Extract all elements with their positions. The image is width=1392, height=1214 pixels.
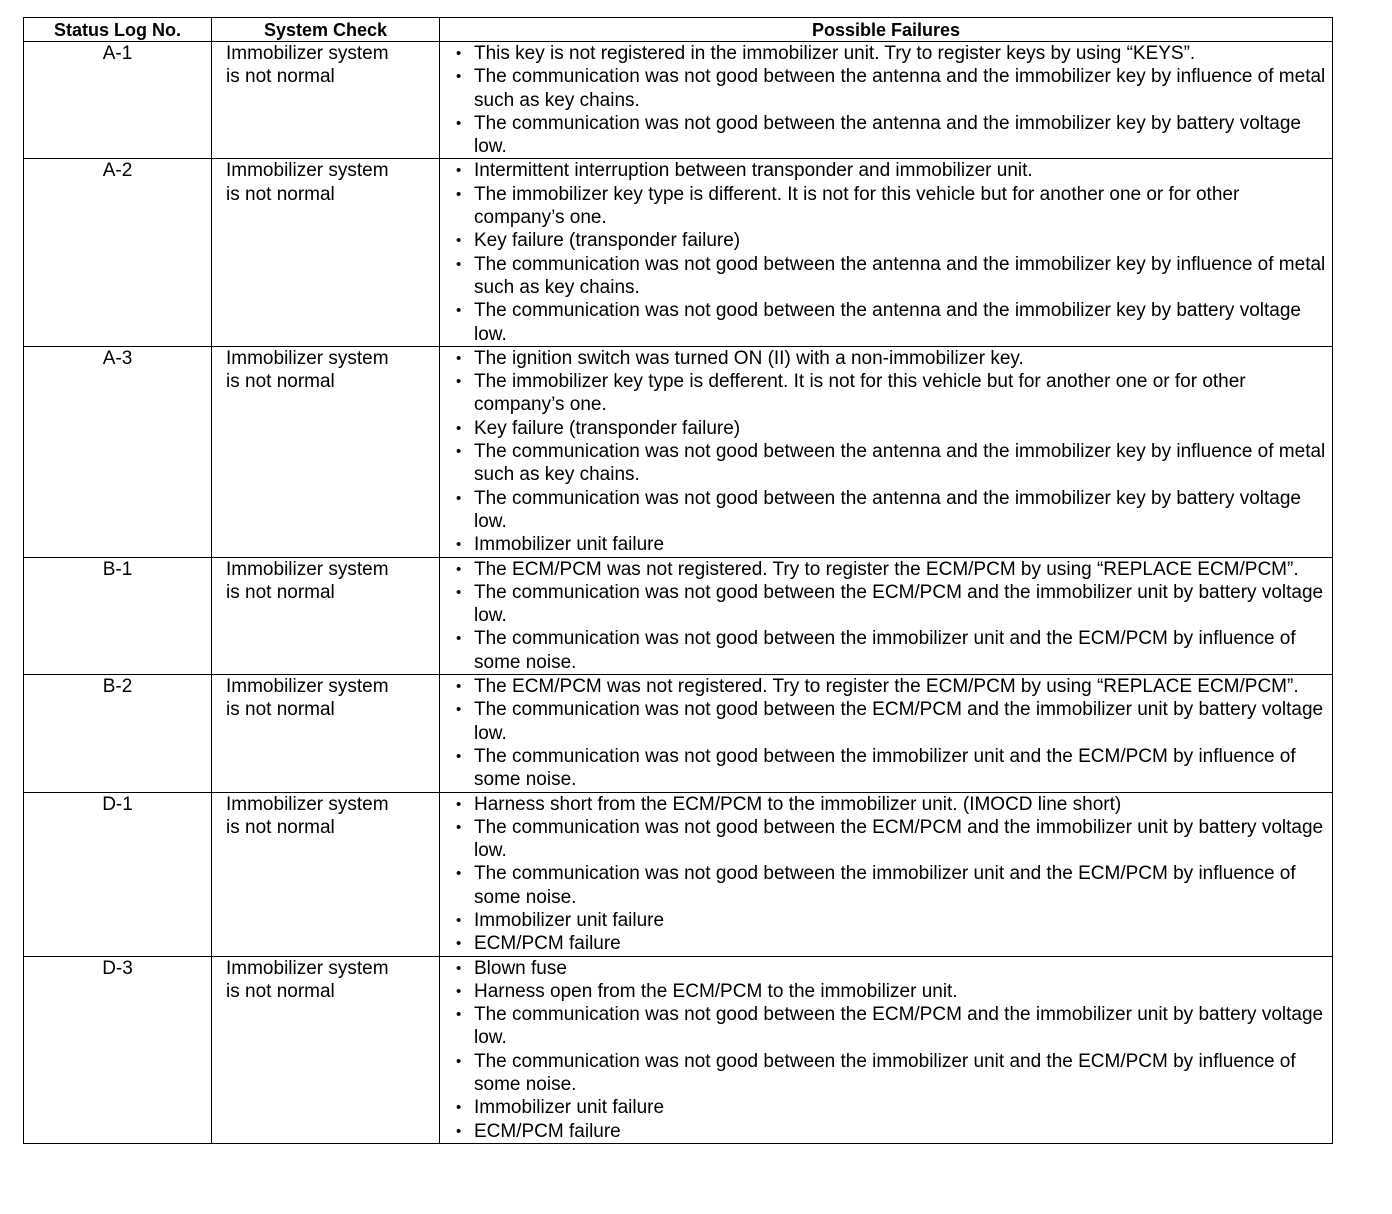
- failure-item: • The communication was not good between the immobilizer unit and the ECM/PCM by influence of some noise.: [454, 1050, 1326, 1097]
- header-status-log: Status Log No.: [24, 18, 212, 42]
- failure-item: • The communication was not good between the antenna and the immobilizer key by battery voltage low.: [454, 487, 1326, 534]
- possible-failures-cell: [440, 159, 1333, 346]
- status-log-table: [23, 17, 1333, 1144]
- status-log-number: A-2: [24, 159, 212, 346]
- failure-item: • Key failure (transponder failure): [454, 417, 1326, 440]
- failure-item: • The communication was not good between the ECM/PCM and the immobilizer unit by battery voltage low.: [454, 816, 1326, 863]
- failure-item: • ECM/PCM failure: [454, 1120, 1326, 1143]
- failure-item: • Harness open from the ECM/PCM to the immobilizer unit.: [454, 980, 1326, 1003]
- failure-item: • The communication was not good between the ECM/PCM and the immobilizer unit by battery voltage low.: [454, 1003, 1326, 1050]
- failure-item: • Harness short from the ECM/PCM to the immobilizer unit. (IMOCD line short): [454, 793, 1326, 816]
- table-row: [24, 42, 1333, 159]
- possible-failures-cell: [440, 346, 1333, 557]
- table-row: [24, 956, 1333, 1143]
- failure-list: [454, 675, 1326, 791]
- system-check-line: Immobilizer system: [226, 676, 389, 698]
- system-check-line: Immobilizer system: [226, 347, 389, 369]
- system-check-line: Immobilizer system: [226, 558, 389, 580]
- system-check-cell: [212, 675, 440, 792]
- status-log-number: B-1: [24, 557, 212, 674]
- system-check-cell: [212, 346, 440, 557]
- failure-item: • This key is not registered in the immobilizer unit. Try to register keys by using “KEYS”.: [454, 42, 1326, 65]
- failure-item: • Immobilizer unit failure: [454, 533, 1326, 556]
- failure-item: • Immobilizer unit failure: [454, 1096, 1326, 1119]
- system-check-cell: [212, 557, 440, 674]
- failure-item: • The communication was not good between the immobilizer unit and the ECM/PCM by influence of some noise.: [454, 862, 1326, 909]
- system-check-line: is not normal: [226, 581, 335, 603]
- system-check-line: is not normal: [226, 66, 335, 88]
- system-check-line: is not normal: [226, 371, 335, 393]
- system-check-line: is not normal: [226, 183, 335, 205]
- system-check-line: is not normal: [226, 699, 335, 721]
- failure-item: • The communication was not good between the antenna and the immobilizer key by influence of metal such as key chains.: [454, 253, 1326, 300]
- failure-item: • The communication was not good between the antenna and the immobilizer key by battery voltage low.: [454, 112, 1326, 159]
- table-row: [24, 346, 1333, 557]
- status-log-number: A-1: [24, 42, 212, 159]
- possible-failures-cell: [440, 557, 1333, 674]
- table-body: [24, 42, 1333, 1144]
- failure-item: • The communication was not good between the ECM/PCM and the immobilizer unit by battery voltage low.: [454, 581, 1326, 628]
- failure-list: [454, 159, 1326, 345]
- failure-item: • The immobilizer key type is different. It is not for this vehicle but for another one or for other company’s one.: [454, 183, 1326, 230]
- system-check-line: is not normal: [226, 980, 335, 1002]
- system-check-cell: [212, 792, 440, 956]
- status-log-number: A-3: [24, 346, 212, 557]
- status-log-number: D-1: [24, 792, 212, 956]
- system-check-line: Immobilizer system: [226, 43, 389, 64]
- failure-item: • Key failure (transponder failure): [454, 229, 1326, 252]
- status-log-number: D-3: [24, 956, 212, 1143]
- system-check-line: Immobilizer system: [226, 160, 389, 182]
- table-row: [24, 557, 1333, 674]
- system-check-cell: [212, 42, 440, 159]
- failure-item: • Blown fuse: [454, 957, 1326, 980]
- system-check-line: Immobilizer system: [226, 957, 389, 979]
- possible-failures-cell: [440, 792, 1333, 956]
- status-log-number: B-2: [24, 675, 212, 792]
- failure-item: • The communication was not good between the antenna and the immobilizer key by battery voltage low.: [454, 299, 1326, 346]
- system-check-line: Immobilizer system: [226, 793, 389, 815]
- failure-item: • The communication was not good between the antenna and the immobilizer key by influence of metal such as key chains.: [454, 65, 1326, 112]
- system-check-line: is not normal: [226, 816, 335, 838]
- possible-failures-cell: [440, 956, 1333, 1143]
- possible-failures-cell: [440, 675, 1333, 792]
- failure-list: [454, 347, 1326, 557]
- table-row: [24, 792, 1333, 956]
- table-row: [24, 159, 1333, 346]
- table-header: [24, 18, 1333, 42]
- failure-list: [454, 957, 1326, 1143]
- failure-item: • Immobilizer unit failure: [454, 909, 1326, 932]
- failure-item: • The ECM/PCM was not registered. Try to register the ECM/PCM by using “REPLACE ECM/PCM”.: [454, 675, 1326, 698]
- failure-item: • The communication was not good between the immobilizer unit and the ECM/PCM by influence of some noise.: [454, 627, 1326, 674]
- failure-item: • ECM/PCM failure: [454, 932, 1326, 955]
- possible-failures-cell: [440, 42, 1333, 159]
- table-row: [24, 675, 1333, 792]
- failure-list: [454, 558, 1326, 674]
- failure-item: • The ignition switch was turned ON (II) with a non-immobilizer key.: [454, 347, 1326, 370]
- failure-item: • The communication was not good between the antenna and the immobilizer key by influence of metal such as key chains.: [454, 440, 1326, 487]
- header-system-check: System Check: [212, 18, 440, 42]
- failure-item: • The immobilizer key type is defferent. It is not for this vehicle but for another one or for other company’s one.: [454, 370, 1326, 417]
- failure-list: [454, 42, 1326, 158]
- header-row: [24, 18, 1333, 42]
- failure-item: • The communication was not good between the immobilizer unit and the ECM/PCM by influence of some noise.: [454, 745, 1326, 792]
- failure-item: • The ECM/PCM was not registered. Try to register the ECM/PCM by using “REPLACE ECM/PCM”.: [454, 558, 1326, 581]
- system-check-cell: [212, 159, 440, 346]
- failure-list: [454, 793, 1326, 956]
- failure-item: • The communication was not good between the ECM/PCM and the immobilizer unit by battery voltage low.: [454, 698, 1326, 745]
- system-check-cell: [212, 956, 440, 1143]
- failure-item: • Intermittent interruption between transponder and immobilizer unit.: [454, 159, 1326, 182]
- header-possible-failures: Possible Failures: [440, 18, 1333, 42]
